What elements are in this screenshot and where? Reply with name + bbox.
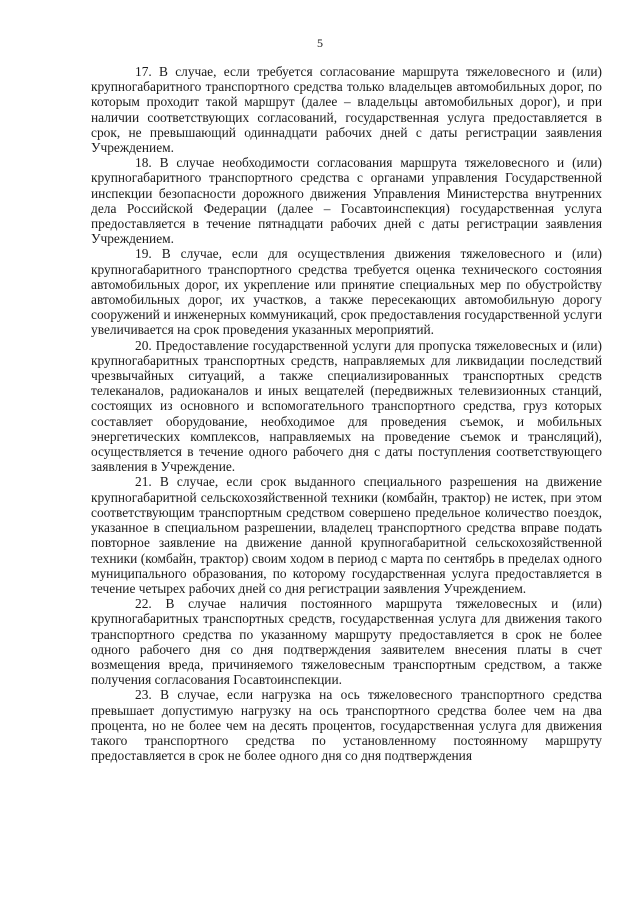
paragraph-19: 19. В случае, если для осуществления движения тяжеловесного и (или) крупногабаритного транспортного средства требуется оценка технического состояния автомобильных дорог, их укрепление или принятие специальных мер по обустройству автомобильных дорог, их участков, а также пересекающих автомобильную дорогу сооружений и инженерных коммуникаций, срок предоставления государственной услуги увеличивается на срок проведения указанных мероприятий. (91, 246, 602, 338)
document-body (91, 64, 602, 763)
paragraph-20: 20. Предоставление государственной услуги для пропуска тяжеловесных и (или) крупногабаритных транспортных средств, направляемых для ликвидации последствий чрезвычайных ситуаций, а также специализированных транспортных средств телеканалов, радиоканалов и иных вещателей (передвижных телевизионных станций, состоящих из основного и вспомогательного транспортного средства, груз которых составляет оборудование, необходимое для проведения съемок, и мобильных энергетических комплексов, направляемых на проведение съемок и трансляций), осуществляется в течение одного рабочего дня с даты поступления соответствующего заявления в Учреждение. (91, 337, 602, 475)
paragraph-17: 17. В случае, если требуется согласование маршрута тяжеловесного и (или) крупногабаритного транспортного средства только владельцев автомобильных дорог, по которым проходит такой маршрут (далее – владельцы автомобильных дорог), и при наличии соответствующих согласований, государственная услуга предоставляется в срок, не превышающий одиннадцати рабочих дней с даты регистрации заявления Учреждением. (91, 64, 602, 156)
paragraph-23: 23. В случае, если нагрузка на ось тяжеловесного транспортного средства превышает допустимую нагрузку на ось транспортного средства более чем на два процента, но не более чем на десять процентов, государственная услуга для движения такого транспортного средства по установленному постоянному маршруту предоставляется в срок не более одного дня со дня подтверждения (91, 687, 602, 764)
paragraph-21: 21. В случае, если срок выданного специального разрешения на движение крупногабаритной сельскохозяйственной техники (комбайн, трактор) не истек, при этом соответствующим транспортным средством совершено предельное количество поездок, указанное в специальном разрешении, владелец транспортного средства вправе подать повторное заявление на движение данной крупногабаритной сельскохозяйственной техники (комбайн, трактор) своим ходом в период с марта по сентябрь в пределах одного муниципального образования, по которому государственная услуга предоставляется в течение четырех рабочих дней со дня регистрации заявления Учреждением. (91, 474, 602, 596)
page-number: 5 (317, 36, 323, 50)
paragraph-18: 18. В случае необходимости согласования маршрута тяжеловесного и (или) крупногабаритного транспортного средства с органами управления Государственной инспекции безопасности дорожного движения Управления Министерства внутренних дела Российской Федерации (далее – Госавтоинспекция) государственная услуга предоставляется в течение пятнадцати рабочих дней с даты регистрации заявления Учреждением. (91, 155, 602, 247)
paragraph-22: 22. В случае наличия постоянного маршрута тяжеловесных и (или) крупногабаритных транспортных средств, государственная услуга для движения такого транспортного средства по указанному маршруту предоставляется в срок не более одного рабочего дня со дня подтверждения заявителем внесения платы в счет возмещения вреда, причиняемого тяжеловесным транспортным средством, а также получения согласования Госавтоинспекции. (91, 596, 602, 688)
